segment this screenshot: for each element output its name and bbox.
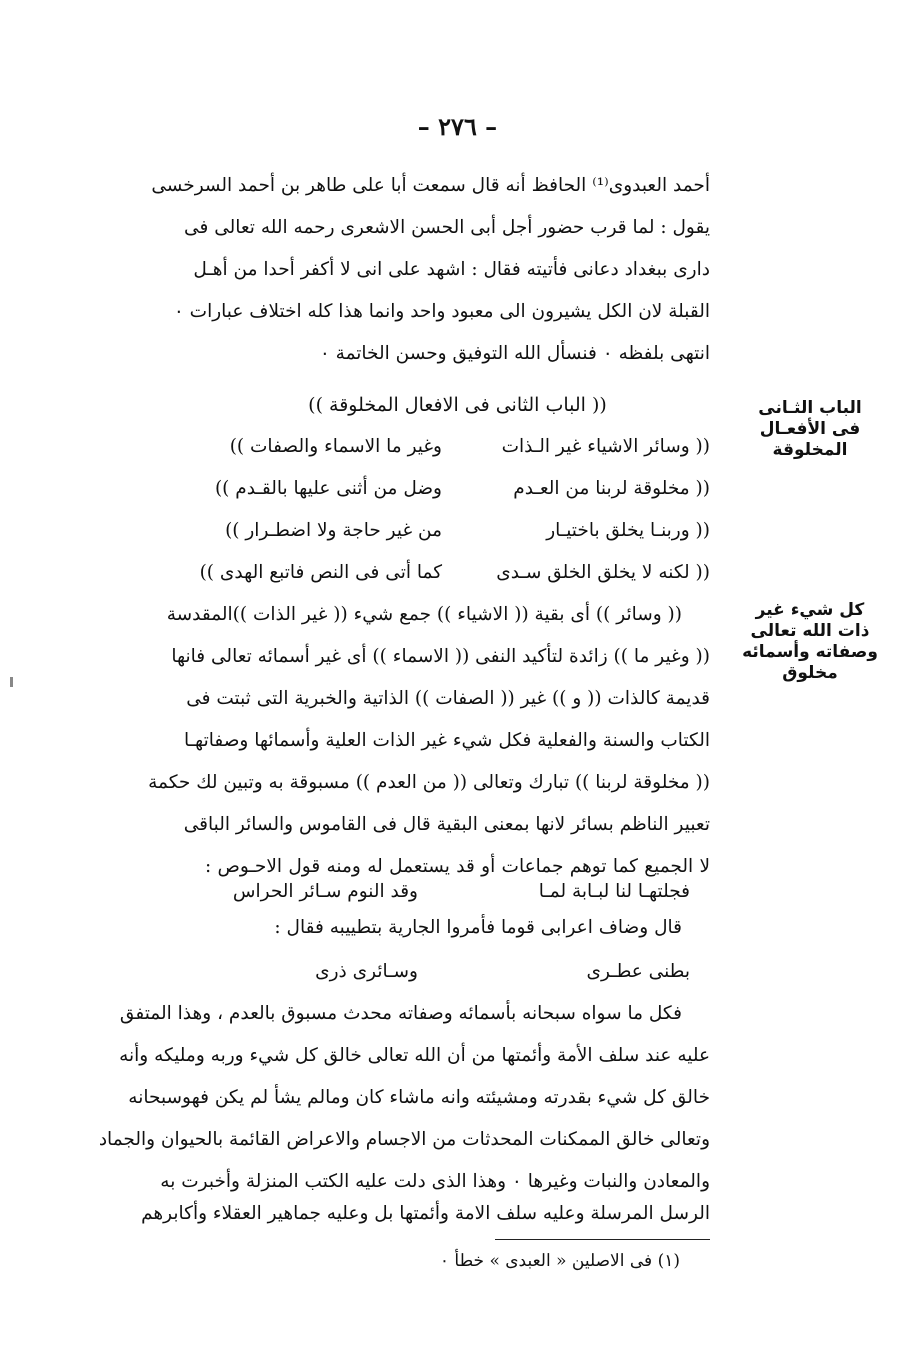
body-line: قال وضاف اعرابى قوما فأمروا الجارية بتطييبه فقال :: [274, 917, 682, 938]
verse-first-hemistich: (( وسائر الاشياء غير الـذات: [501, 436, 710, 457]
commentary-line: تعبير الناظم بسائر لانها بمعنى البقية قال فى القاموس والسائر الباقى: [183, 814, 710, 835]
verse-second-hemistich: وضل من أثنى عليها بالقـدم )): [214, 478, 442, 499]
verse-second-hemistich: وقد النوم سـائر الحراس: [232, 881, 418, 902]
verse-first-hemistich: (( لكنه لا يخلق الخلق سـدى: [496, 562, 710, 583]
verse-second-hemistich: وغير ما الاسماء والصفات )): [229, 436, 442, 457]
margin-note-line: فى الأفعـال: [759, 419, 861, 439]
body-line: فكل ما سواه سبحانه بأسمائه وصفاته محدث مسبوق بالعدم ، وهذا المتفق: [119, 1003, 682, 1024]
margin-note-line: الباب الثـانى: [758, 398, 862, 418]
footnote-divider: [495, 1239, 710, 1240]
verse-first-hemistich: فجلتهـا لنا لبـابة لمـا: [538, 881, 690, 902]
body-line: وتعالى خالق الممكنات المحدثات من الاجسام والاعراض القائمة بالحيوان والجماد: [98, 1129, 710, 1150]
margin-note-created: [740, 600, 880, 684]
verse-first-hemistich: بطنى عطـرى: [586, 961, 690, 982]
commentary-line: قديمة كالذات (( و )) غير (( الصفات )) الذاتية والخبرية التى ثبتت فى: [186, 688, 710, 709]
body-line: القبلة لان الكل يشيرون الى معبود واحد وانما هذا كله اختلاف عبارات ٠: [173, 301, 710, 322]
commentary-line: الكتاب والسنة والفعلية فكل شيء غير الذات العلية وأسمائها وصفاتهـا: [183, 730, 710, 751]
margin-note-line: وصفاته وأسمائه: [742, 642, 878, 662]
commentary-line: (( مخلوقة لربنا )) تبارك وتعالى (( من العدم )) مسبوقة به وتبين لك حكمة: [148, 772, 710, 793]
body-line: يقول : لما قرب حضور أجل أبى الحسن الاشعرى رحمه الله تعالى فى: [184, 217, 710, 238]
margin-note-line: كل شيء غير: [755, 600, 865, 620]
body-line: والمعادن والنبات وغيرها ٠ وهذا الذى دلت عليه الكتب المنزلة وأخبرت به: [160, 1171, 710, 1192]
body-line: الرسل المرسلة وعليه سلف الامة وأئمتها بل وعليه جماهير العقلاء وأكابرهم: [141, 1203, 710, 1224]
body-line: انتهى بلفظه ٠ فنسأل الله التوفيق وحسن الخاتمة ٠: [319, 343, 710, 364]
body-line: خالق كل شيء بقدرته ومشيئته وانه ماشاء كان ومالم يشأ لم يكن فهوسبحانه: [128, 1087, 710, 1108]
verse-second-hemistich: كما أتى فى النص فاتبع الهدى )): [199, 562, 442, 583]
verse-second-hemistich: وسـائرى ذرى: [315, 961, 418, 982]
commentary-line: لا الجميع كما توهم جماعات أو قد يستعمل له ومنه قول الاحـوص :: [205, 856, 710, 877]
chapter-heading: (( الباب الثانى فى الافعال المخلوقة )): [308, 394, 607, 416]
verse-second-hemistich: من غير حاجة ولا اضطـرار )): [225, 520, 442, 541]
footnote: (١) فى الاصلين « العبدى » خطأ ٠: [439, 1251, 680, 1271]
verse-first-hemistich: (( مخلوقة لربنا من العـدم: [513, 478, 710, 499]
margin-note-line: مخلوق: [782, 663, 838, 683]
margin-note-chapter: [740, 398, 880, 461]
commentary-line: (( وغير ما )) زائدة لتأكيد النفى (( الاسماء )) أى غير أسمائه تعالى فانها: [171, 646, 710, 667]
body-line: دارى ببغداد دعانى فأتيته فقال : اشهد على انى لا أكفر أحدا من أهـل: [193, 259, 710, 280]
body-line: أحمد العبدوى⁽¹⁾ الحافظ أنه قال سمعت أبا على طاهر بن أحمد السرخسى: [151, 175, 710, 196]
page-number: – ٢٧٦ –: [417, 112, 498, 141]
verse-first-hemistich: (( وربنـا يخلق باختيـار: [546, 520, 710, 541]
commentary-line: (( وسائر )) أى بقية (( الاشياء )) جمع شيء (( غير الذات ))المقدسة: [166, 604, 682, 625]
scan-mark: [10, 677, 13, 687]
margin-note-line: ذات الله تعالى: [750, 621, 870, 641]
body-line: عليه عند سلف الأمة وأئمتها من أن الله تعالى خالق كل شيء وربه ومليكه وأنه: [119, 1045, 710, 1066]
margin-note-line: المخلوقة: [772, 440, 848, 460]
